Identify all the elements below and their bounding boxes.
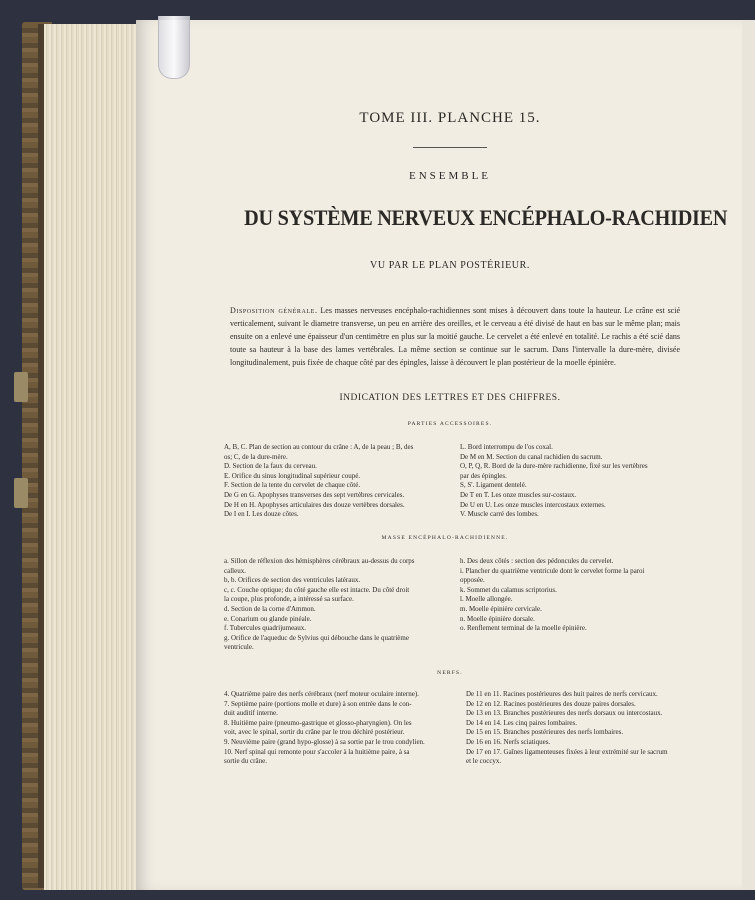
facing-page-edge bbox=[742, 20, 755, 890]
list-item: a. Sillon de réflexion des hémisphères cérébraux au-dessus du corps bbox=[224, 557, 415, 565]
list-item: De 11 en 11. Racines postérieures des huit paires de nerfs cervicaux. bbox=[466, 690, 658, 698]
list-item: m. Moelle épinière cervicale. bbox=[460, 604, 542, 613]
list-item: De H en H. Apophyses articulaires des douze vertèbres dorsales. bbox=[224, 500, 405, 509]
list-item: d. Section de la corne d'Ammon. bbox=[224, 604, 316, 613]
list-item: De G en G. Apophyses transverses des sept vertèbres cervicales. bbox=[224, 490, 405, 499]
parties-left-list bbox=[224, 443, 456, 520]
disposition-text: Les masses nerveuses encéphalo-rachidiennes sont mises à découvert dans toute la hauteur. Le crâne est scié verticalement, suivant le diametre transverse, un peu en arrière des oreilles, et le cerveau a été divisé de haut en bas sur le même plan; mais ensuite on a enlevé une épaisseur d'un centimètre en plus sur la moitié gauche. Le cervelet a été enlevé en totalité. Le rachis a été scié dans toute sa hauteur à la base des lames vertébrales. La même section se continue sur le sacrum. Dans l'intervalle la dure-mère, divisée longitudinalement, puis fixée de chaque côté par des épingles, laisse à découvert le plan postérieur de la moelle épinière. bbox=[230, 306, 681, 367]
masse-heading: MASSE ENCÉPHALO-RACHIDIENNE. bbox=[381, 535, 509, 541]
list-item: E. Orifice du sinus longitudinal supérieur coupé. bbox=[224, 471, 361, 480]
list-item: L. Bord interrompu de l'os coxal. bbox=[460, 443, 553, 451]
list-item: D. Section de la faux du cerveau. bbox=[224, 462, 317, 471]
page-clip-bookmark bbox=[158, 16, 190, 79]
parties-heading: PARTIES ACCESSOIRES. bbox=[407, 421, 493, 427]
book-clasp-bottom bbox=[14, 478, 28, 508]
list-item: V. Muscle carré des lombes. bbox=[460, 510, 539, 519]
list-item: De 13 en 13. Branches postérieures des nerfs dorsaux ou intercostaux. bbox=[466, 709, 663, 718]
list-item: et le coccyx. bbox=[466, 757, 502, 766]
list-item: 4. Quatrième paire des nerfs cérébraux (nerf moteur oculaire interne). bbox=[224, 690, 419, 698]
list-item: e. Conarium ou glande pinéale. bbox=[224, 614, 312, 623]
masse-left-list bbox=[224, 557, 460, 653]
list-item: De I en I. Les douze côtes. bbox=[224, 510, 299, 519]
list-item: o. Renflement terminal de la moelle épinière. bbox=[460, 624, 587, 633]
list-item: opposée. bbox=[460, 576, 485, 585]
list-item: 7. Septième paire (portions molle et dure) à son entrée dans le con- bbox=[224, 699, 412, 708]
list-item: voit, avec le spinal, sortir du crâne par le trou déchiré postérieur. bbox=[224, 728, 405, 737]
list-item: h. Des deux côtés : section des pédoncules du cervelet. bbox=[460, 557, 614, 565]
list-item: O, P, Q, R. Bord de la dure-mère rachidienne, fixé sur les vertèbres bbox=[460, 462, 648, 471]
page-stack-edges bbox=[44, 24, 144, 890]
title-divider bbox=[413, 147, 487, 148]
nerfs-right-list bbox=[466, 690, 698, 767]
list-item: c, c. Couche optique; du côté gauche elle est intacte. Du côté droit bbox=[224, 585, 410, 594]
plate-number: TOME III. PLANCHE 15. bbox=[359, 110, 541, 126]
list-item: g. Orifice de l'aqueduc de Sylvius qui débouche dans le quatrième bbox=[224, 633, 409, 642]
list-item: b, b. Orifices de section des ventricules latéraux. bbox=[224, 576, 361, 585]
book-clasp-top bbox=[14, 372, 28, 402]
list-item: i. Plancher du quatrième ventricule dont le cervelet forme la paroi bbox=[460, 566, 645, 575]
list-item: A, B, C. Plan de section au contour du crâne : A, de la peau ; B, des bbox=[224, 443, 414, 451]
list-item: n. Moelle épinière dorsale. bbox=[460, 614, 535, 623]
list-item: duit auditif interne. bbox=[224, 709, 278, 718]
disposition-paragraph bbox=[230, 304, 680, 369]
list-item: f. Tubercules quadrijumeaux. bbox=[224, 624, 307, 633]
parties-right-list bbox=[460, 443, 690, 520]
list-item: 9. Neuvième paire (grand hypo-glosse) à sa sortie par le trou condylien. bbox=[224, 737, 425, 746]
list-item: S, S'. Ligament dentelé. bbox=[460, 481, 527, 490]
disposition-lead: Disposition générale. bbox=[230, 306, 318, 315]
page-title: DU SYSTÈME NERVEUX ENCÉPHALO-RACHIDIEN bbox=[244, 205, 728, 230]
masse-right-list bbox=[460, 557, 690, 634]
list-item: calleux. bbox=[224, 566, 246, 575]
list-item: sortie du crâne. bbox=[224, 757, 267, 766]
list-item: ventricule. bbox=[224, 643, 254, 652]
list-item: De T en T. Les onze muscles sur-costaux. bbox=[460, 490, 577, 499]
list-item: par des épingles. bbox=[460, 471, 507, 480]
page-subtitle: VU PAR LE PLAN POSTÉRIEUR. bbox=[370, 260, 530, 271]
list-item: os; C, de la dure-mère. bbox=[224, 452, 288, 461]
list-item: k. Sommet du calamus scriptorius. bbox=[460, 585, 557, 594]
list-item: De U en U. Les onze muscles intercostaux externes. bbox=[460, 500, 606, 509]
indication-heading: INDICATION DES LETTRES ET DES CHIFFRES. bbox=[339, 393, 561, 403]
nerfs-left-list bbox=[224, 690, 462, 767]
list-item: De 12 en 12. Racines postérieures des douze paires dorsales. bbox=[466, 699, 636, 708]
list-item: De 17 en 17. Gaînes ligamenteuses fixées à leur extrémité sur le sacrum bbox=[466, 747, 668, 756]
list-item: l. Moelle allongée. bbox=[460, 595, 513, 604]
ensemble-heading: ENSEMBLE bbox=[408, 170, 492, 182]
list-item: F. Section de la tente du cervelet de chaque côté. bbox=[224, 481, 361, 490]
list-item: 10. Nerf spinal qui remonte pour s'accoler à la huitième paire, à sa bbox=[224, 747, 410, 756]
list-item: De 14 en 14. Les cinq paires lombaires. bbox=[466, 718, 577, 727]
nerfs-heading: NERFS. bbox=[437, 670, 463, 676]
list-item: 8. Huitième paire (pneumo-gastrique et glosso-pharyngien). On les bbox=[224, 718, 412, 727]
list-item: la coupe, plus profonde, a intéressé sa surface. bbox=[224, 595, 354, 604]
list-item: De 15 en 15. Branches postérieures des nerfs lombaires. bbox=[466, 728, 624, 737]
list-item: De M en M. Section du canal rachidien du sacrum. bbox=[460, 452, 603, 461]
list-item: De 16 en 16. Nerfs sciatiques. bbox=[466, 737, 551, 746]
